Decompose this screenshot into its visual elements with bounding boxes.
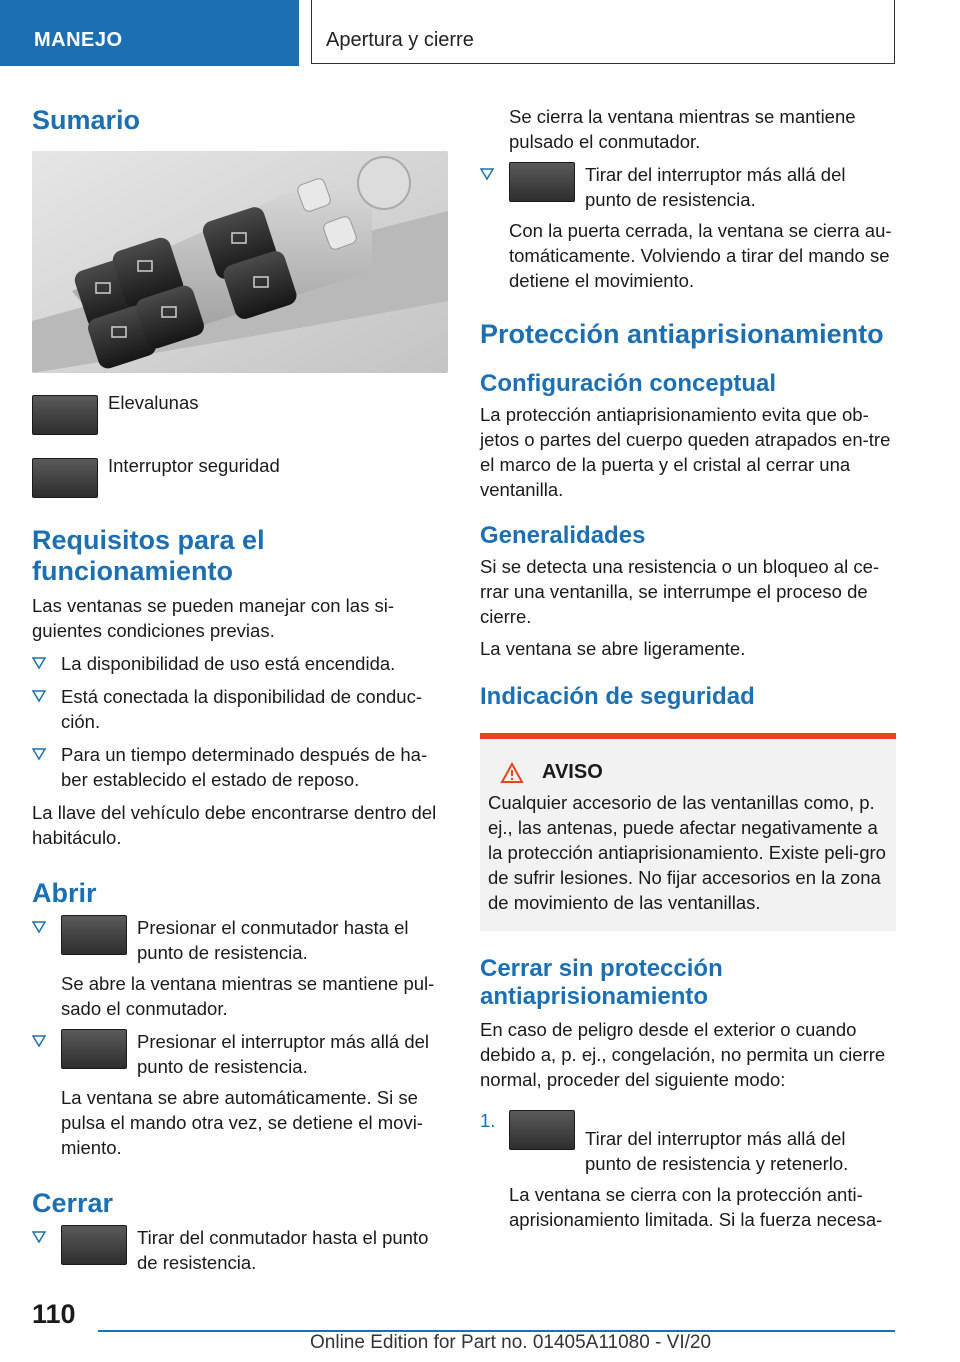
heading-cerrar: Cerrar [32,1188,114,1218]
key-label: Interruptor seguridad [108,455,280,476]
door-switch-photo [32,151,448,373]
heading-cerrar-sin: Cerrar sin protección antiaprisionamiento [480,955,723,1010]
req-intro: Las ventanas se pueden manejar con las si-guientes condiciones previas. [32,595,394,641]
list-item: La disponibilidad de uso está encendida. [32,651,448,676]
step-number: 1. [480,1110,496,1131]
heading-indicacion: Indicación de seguridad [480,683,755,710]
list-item: Presionar el conmutador hasta el punto de resistencia. Se abre la ventana mientras se mantiene pul-sado el conmutador. [32,915,448,1021]
header-chapter-box [311,0,895,64]
warning-triangle-icon [500,762,524,784]
triangle-bullet-icon [32,689,46,703]
list-item: Está conectada la disponibilidad de conduc-ción. [32,684,448,734]
page-number: 110 [32,1299,76,1329]
step-item: 1. Tirar del interruptor más allá del punto de resistencia y retenerlo. La ventana se cierra con la protección anti-aprisionamiento limitada. Si la fuerza necesa- [480,1110,883,1230]
triangle-bullet-icon [32,1034,46,1048]
triangle-bullet-icon [32,747,46,761]
cerrar1b: Se cierra la ventana mientras se mantiene pulsado el conmutador. [509,106,856,152]
window-switch-icon [61,1225,127,1265]
left-column [32,100,448,1275]
gen-text-2: La ventana se abre ligeramente. [480,638,746,659]
list-item: Presionar el interruptor más allá del punto de resistencia. La ventana se abre automáticamente. Si se pulsa el mando otra vez, se detiene el movi-miento. [32,1029,448,1160]
warning-box [480,733,896,931]
warning-text: Cualquier accesorio de las ventanillas como, p. ej., las antenas, puede afectar negativamente a la protección antiaprisionamiento. Existe peli-gro de sufrir lesiones. No fijar accesorios en la zona de movimiento de las ventanillas. [488,792,886,913]
sin-intro: En caso de peligro desde el exterior o cuando debido a, p. ej., congelación, no permita un cierre normal, proceder del siguiente modo: [480,1019,886,1090]
triangle-bullet-icon [32,656,46,670]
gen-text-1: Si se detecta una resistencia o un bloqueo al ce-rrar una ventanilla, se interrumpe el proceso de cierre. [480,556,880,627]
window-switch-icon [32,395,98,435]
window-switch-icon [61,1029,127,1069]
triangle-bullet-icon [32,920,46,934]
window-switch-icon [509,1110,575,1150]
chapter-label: Apertura y cierre [326,29,474,51]
list-item: Tirar del conmutador hasta el punto de resistencia. [32,1225,448,1275]
triangle-bullet-icon [480,167,494,181]
heading-sumario: Sumario [32,105,141,135]
key-label: Elevalunas [108,392,199,413]
triangle-bullet-icon [32,1230,46,1244]
list-item: Para un tiempo determinado después de ha-ber establecido el estado de reposo. [32,742,448,792]
window-switch-icon [61,915,127,955]
list-item: Tirar del interruptor más allá del punto de resistencia. Con la puerta cerrada, la ventana se cierra au-tomáticamente. Volviendo a tirar del mando se detiene el movimiento. [480,162,896,293]
heading-abrir: Abrir [32,878,97,908]
key-row-elevalunas [32,392,448,435]
window-switch-icon [509,162,575,202]
heading-generalidades: Generalidades [480,522,646,549]
heading-proteccion: Protección antiaprisionamiento [480,319,884,349]
key-row-seguridad [32,455,448,498]
section-label: MANEJO [34,29,123,51]
right-column [480,104,896,1232]
warning-title: AVISO [542,761,603,783]
heading-configuracion: Configuración conceptual [480,370,777,397]
heading-requisitos: Requisitos para el funcionamiento [32,525,265,586]
conf-text: La protección antiaprisionamiento evita que ob-jetos o partes del cuerpo queden atrapados en-tre el marco de la puerta y el cristal al cerrar una ventanilla. [480,404,891,500]
header-section-tab [0,0,299,66]
safety-switch-icon [32,458,98,498]
req-outro: La llave del vehículo debe encontrarse dentro del habitáculo. [32,802,437,848]
footer-edition: Online Edition for Part no. 01405A11080 - VI/20 [310,1332,712,1353]
